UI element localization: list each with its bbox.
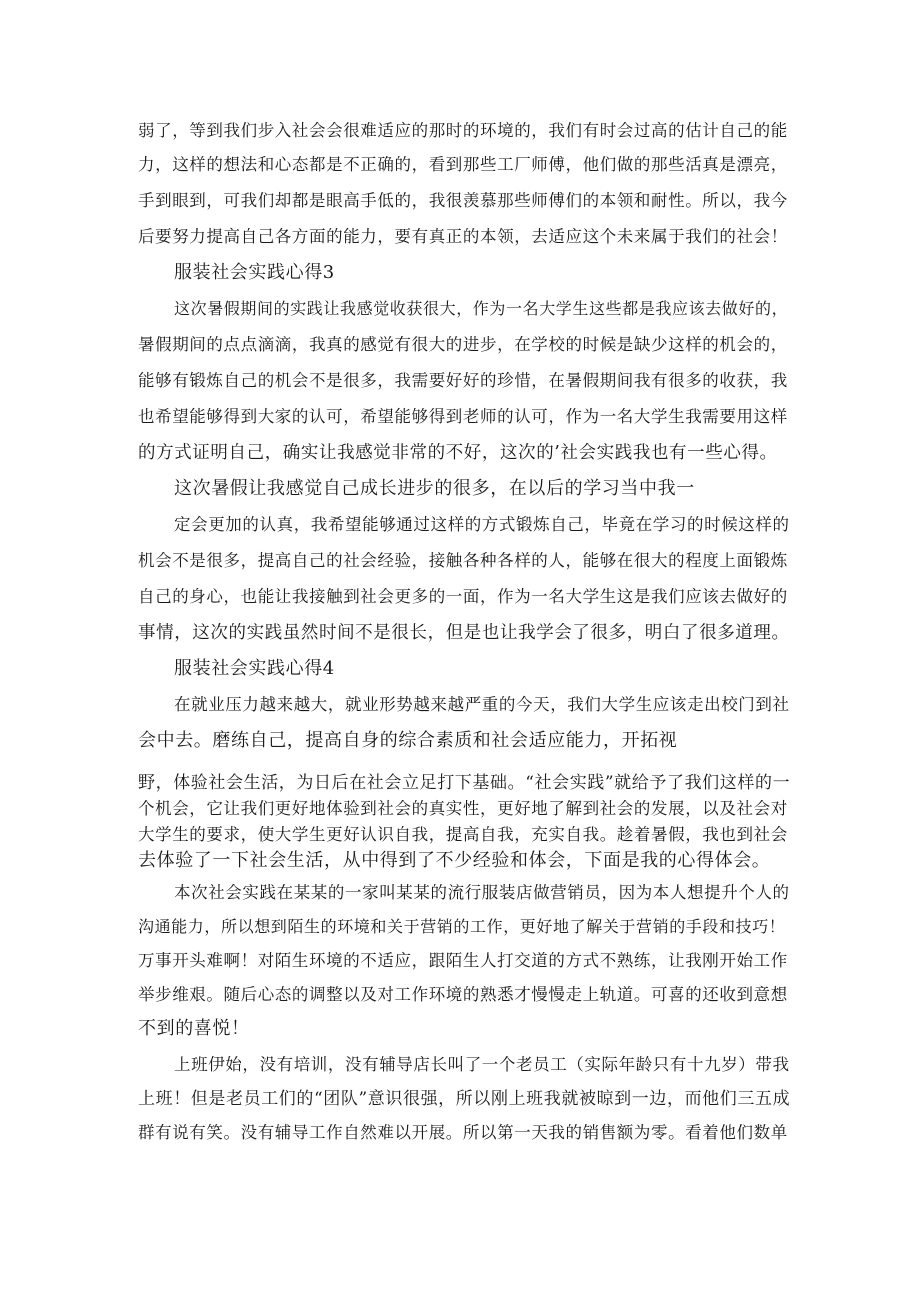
body-text-line: 这次暑假让我感觉自己成长进步的很多，在以后的学习当中我一 <box>174 478 695 499</box>
body-text-line: 会中去。磨练自己，提高自身的综合素质和社会适应能力，开拓视 <box>138 730 678 751</box>
body-text-line: 自己的身心，也能让我接触到社会更多的一面，作为一名大学生这是我们应该去做好的 <box>138 587 788 606</box>
section-heading: 服装社会实践心得4 <box>174 658 335 679</box>
body-text-line: 去体验了一下社会生活，从中得到了不少经验和体会，下面是我的心得体会。 <box>138 850 771 871</box>
body-text-line: 在就业压力越来越大，就业形势越来越严重的今天，我们大学生应该走出校门到社 <box>174 695 790 714</box>
body-text-line: 不到的喜悦！ <box>138 1018 250 1039</box>
body-text-line: 的方式证明自己，确实让我感觉非常的不好，这次的’社会实践我也有一些心得。 <box>138 443 778 463</box>
body-text-line: 野，体验社会生活，为日后在社会立足打下基础。“社会实践”就给予了我们这样的一 <box>138 773 791 793</box>
body-text-line: 也希望能够得到大家的认可，希望能够得到老师的认可，作为一名大学生我需要用这样 <box>138 407 788 426</box>
body-text-line: 群有说有笑。没有辅导工作自然难以开展。所以第一天我的销售额为零。看着他们数单 <box>138 1123 788 1142</box>
body-text-line: 这次暑假期间的实践让我感觉收获很大，作为一名大学生这些都是我应该去做好的， <box>174 299 789 318</box>
body-text-line: 定会更加的认真，我希望能够通过这样的方式锻炼自己，毕竟在学习的时候这样的 <box>174 515 790 534</box>
body-text-line: 弱了，等到我们步入社会会很难适应的那时的环境的，我们有时会过高的估计自己的能 <box>138 121 788 140</box>
body-text-line: 举步维艰。随后心态的调整以及对工作环境的熟悉才慢慢走上轨道。可喜的还收到意想 <box>138 985 788 1004</box>
body-text-line: 手到眼到，可我们却都是眼高手低的，我很羡慕那些师傅们的本领和耐性。所以，我今 <box>138 191 788 210</box>
section-heading: 服装社会实践心得3 <box>174 262 335 283</box>
body-text-line: 上班伊始，没有培训，没有辅导店长叫了一个老员工（实际年龄只有十九岁）带我 <box>174 1055 790 1074</box>
body-text-line: 后要努力提高自己各方面的能力，要有真正的本领，去适应这个未来属于我们的社会！ <box>138 227 788 246</box>
body-text-line: 万事开头难啊！对陌生环境的不适应，跟陌生人打交道的方式不熟练，让我刚开始工作 <box>138 951 788 970</box>
body-text-line: 上班！但是老员工们的“团队”意识很强，所以刚上班我就被晾到一边，而他们三五成 <box>138 1089 791 1109</box>
body-text-line: 力，这样的想法和心态都是不正确的，看到那些工厂师傅，他们做的那些活真是漂亮， <box>138 155 788 174</box>
body-text-line: 本次社会实践在某某的一家叫某某的流行服装店做营销员，因为本人想提升个人的 <box>174 883 790 902</box>
body-text-line: 机会不是很多，提高自己的社会经验，接触各种各样的人，能够在很大的程度上面锻炼 <box>138 551 788 570</box>
body-text-line: 能够有锻炼自己的机会不是很多，我需要好好的珍惜，在暑假期间我有很多的收获，我 <box>138 371 788 390</box>
body-text-line: 暑假期间的点点滴滴，我真的感觉有很大的进步，在学校的时候是缺少这样的机会的， <box>138 335 788 354</box>
body-text-line: 大学生的要求，使大学生更好认识自我，提高自我，充实自我。趁着暑假，我也到社会 <box>138 825 788 844</box>
body-text-line: 沟通能力，所以想到陌生的环境和关于营销的工作，更好地了解关于营销的手段和技巧！ <box>138 917 786 936</box>
body-text-line: 事情，这次的实践虽然时间不是很长，但是也让我学会了很多，明白了很多道理。 <box>138 623 790 643</box>
body-text-line: 个机会，它让我们更好地体验到社会的真实性，更好地了解到社会的发展，以及社会对 <box>138 799 788 818</box>
